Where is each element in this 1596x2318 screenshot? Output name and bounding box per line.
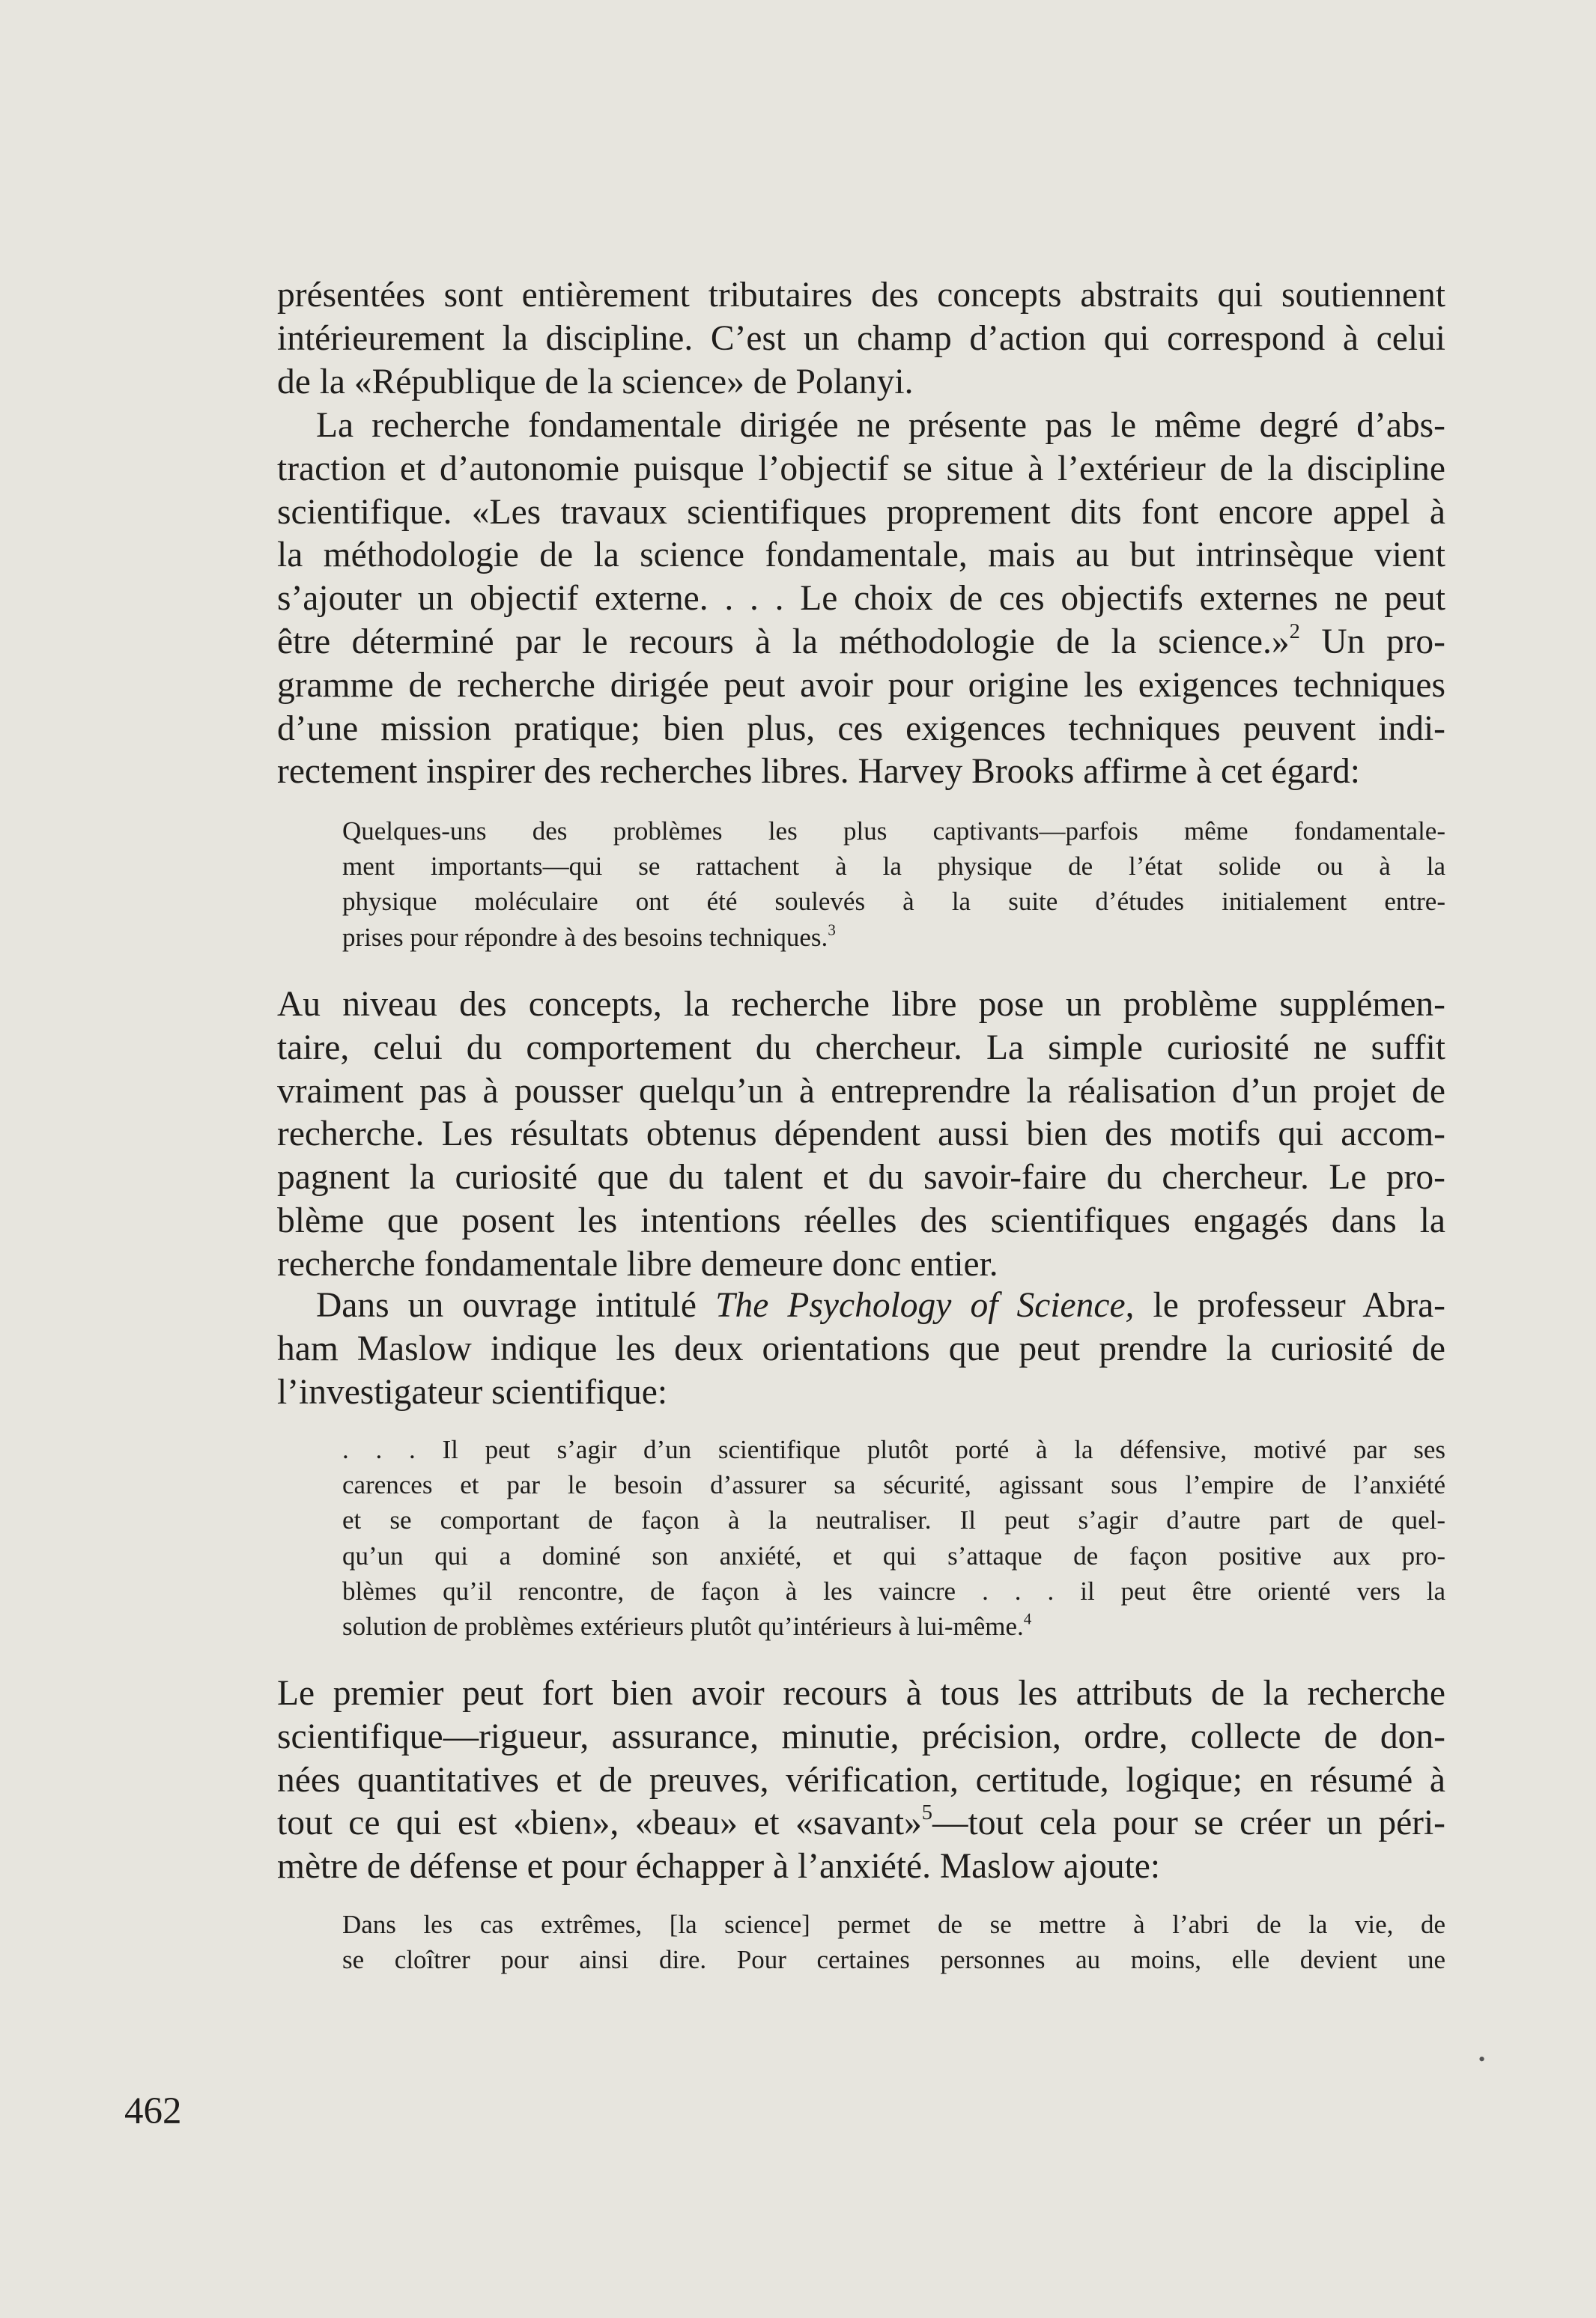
text-line: pagnent la curiosité que du talent et du savoir-faire du chercheur. Le pro- (277, 1158, 1445, 1198)
text-line: s’ajouter un objectif externe. . . . Le choix de ces objectifs externes ne peut (277, 579, 1445, 619)
text-line: scientifique. «Les travaux scientifiques proprement dits font encore appel à (277, 492, 1445, 532)
quote-line: qu’un qui a dominé son anxiété, et qui s’attaque de façon positive aux pro- (342, 1541, 1445, 1571)
text-line: Le premier peut fort bien avoir recours à tous les attributs de la recherche (277, 1674, 1445, 1713)
text-line: être déterminé par le recours à la méthodologie de la science.»$^2$ Un pro- (277, 620, 1445, 661)
quote-line: Dans les cas extrêmes, [la science] permet de se mettre à l’abri de la vie, de (342, 1910, 1445, 1939)
quote-line: se cloîtrer pour ainsi dire. Pour certaines personnes au moins, elle devient une (342, 1945, 1445, 1975)
text-line: recherche fondamentale libre demeure donc entier. (277, 1244, 998, 1284)
quote-line: ment importants—qui se rattachent à la physique de l’état solide ou à la (342, 852, 1445, 882)
text-line: blème que posent les intentions réelles des scientifiques engagés dans la (277, 1201, 1445, 1240)
text-line: Dans un ouvrage intitulé The Psychology of Science, le professeur Abra- (316, 1286, 1445, 1325)
text-line: rectement inspirer des recherches libres. Harvey Brooks affirme à cet égard: (277, 752, 1360, 792)
quote-line: physique moléculaire ont été soulevés à la suite d’études initialement entre- (342, 887, 1445, 917)
text-line: la méthodologie de la science fondamentale, mais au but intrinsèque vient (277, 535, 1445, 575)
footnote-ref: 3 (828, 920, 836, 938)
text-line: Au niveau des concepts, la recherche libre pose un problème supplémen- (277, 985, 1445, 1024)
text-line: recherche. Les résultats obtenus dépendent aussi bien des motifs qui accom- (277, 1114, 1445, 1154)
text-line: scientifique—rigueur, assurance, minutie, précision, ordre, collecte de don- (277, 1717, 1445, 1756)
text-line: La recherche fondamentale dirigée ne présente pas le même degré d’abs- (316, 406, 1445, 445)
text-line: intérieurement la discipline. C’est un champ d’action qui correspond à celui (277, 318, 1445, 358)
main-text (277, 274, 1445, 404)
quote-line: prises pour répondre à des besoins techniques.$^3$ (342, 920, 836, 952)
quote-line: . . . Il peut s’agir d’un scientifique plutôt porté à la défensive, motivé par ses (342, 1435, 1445, 1464)
quote-line: Quelques-uns des problèmes les plus captivants—parfois même fondamentale- (342, 816, 1445, 846)
text-line: taire, celui du comportement du chercheur. La simple curiosité ne suffit (277, 1028, 1445, 1067)
text-line: vraiment pas à pousser quelqu’un à entreprendre la réalisation d’un projet de (277, 1071, 1445, 1111)
text-line: ham Maslow indique les deux orientations que peut prendre la curiosité de (277, 1329, 1445, 1368)
text-line: nées quantitatives et de preuves, vérification, certitude, logique; en résumé à (277, 1760, 1445, 1800)
text-line: d’une mission pratique; bien plus, ces exigences techniques peuvent indi- (277, 709, 1445, 748)
quote-line: et se comportant de façon à la neutraliser. Il peut s’agir d’autre part de quel- (342, 1505, 1445, 1535)
text-line: gramme de recherche dirigée peut avoir pour origine les exigences techniques (277, 665, 1445, 705)
book-title: The Psychology of Science, (715, 1286, 1135, 1325)
footnote-ref: 2 (1289, 620, 1300, 644)
paragraph (277, 1672, 1445, 1889)
paragraph (277, 1284, 1445, 1414)
footnote-ref: 4 (1023, 1609, 1032, 1628)
footnote-ref: 5 (921, 1801, 933, 1825)
quote-line: solution de problèmes extérieurs plutôt qu’intérieurs à lui-même.$^4$ (342, 1609, 1032, 1642)
text-line: de la «République de la science» de Polanyi. (277, 362, 914, 401)
text-line: présentées sont entièrement tributaires des concepts abstraits qui soutiennent (277, 276, 1445, 315)
paragraph (277, 983, 1445, 1287)
text-line: mètre de défense et pour échapper à l’anxiété. Maslow ajoute: (277, 1847, 1161, 1887)
text-line: traction et d’autonomie puisque l’objectif se situe à l’extérieur de la discipline (277, 449, 1445, 488)
paragraph (277, 404, 1445, 794)
text-line: tout ce qui est «bien», «beau» et «savant»$^5$—tout cela pour se créer un péri- (277, 1801, 1445, 1843)
block-quote (277, 1432, 1445, 1644)
quote-line: carences et par le besoin d’assurer sa sécurité, agissant sous l’empire de l’anxiété (342, 1470, 1445, 1500)
page-number: 462 (124, 2090, 182, 2132)
ink-speck: • (1478, 2048, 1486, 2070)
block-quote (277, 1907, 1445, 1977)
quote-line: blèmes qu’il rencontre, de façon à les vaincre . . . il peut être orienté vers la (342, 1576, 1445, 1606)
text-line: l’investigateur scientifique: (277, 1372, 668, 1412)
block-quote (277, 813, 1445, 955)
